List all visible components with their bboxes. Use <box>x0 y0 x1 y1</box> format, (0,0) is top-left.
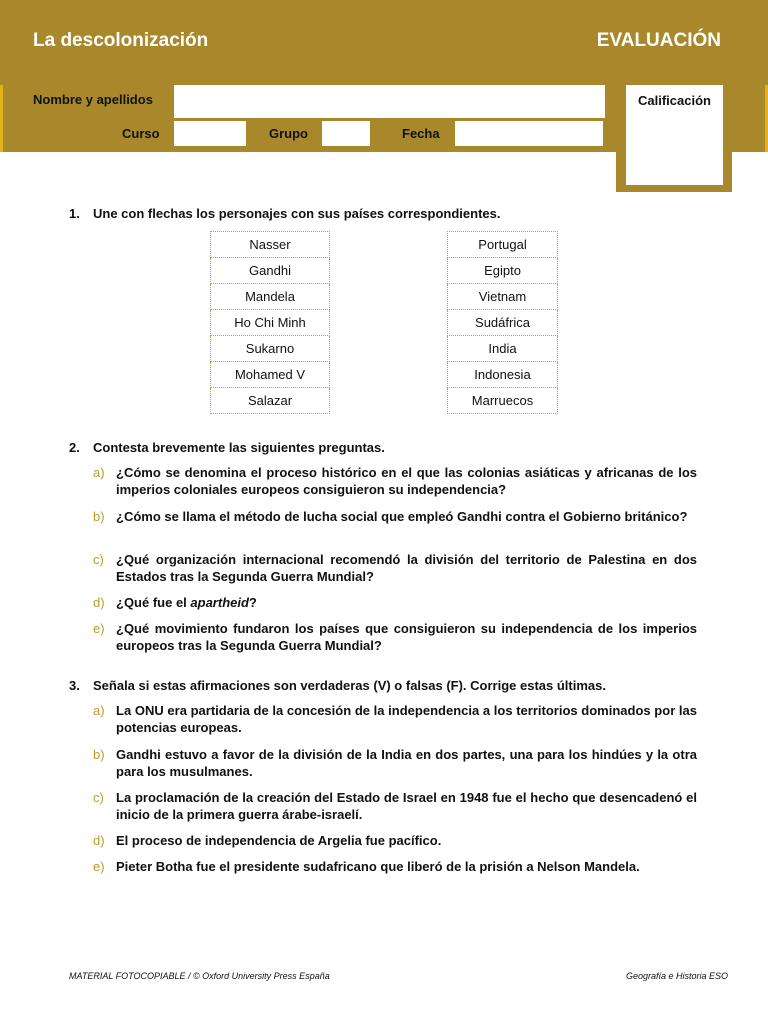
page-title: La descolonización <box>33 30 209 51</box>
q3-item-d <box>93 832 697 849</box>
q3-item-b <box>93 746 697 780</box>
item-text: ¿Cómo se denomina el proceso histórico en el que las colonias asiáticas y africanas de los imperios coloniales europeos consiguieron su independencia? <box>116 465 697 497</box>
group-label: Grupo <box>269 126 308 141</box>
name-field[interactable] <box>174 85 605 118</box>
footer-copyright: MATERIAL FOTOCOPIABLE / © Oxford University Press España <box>69 971 330 981</box>
q2-item-a <box>93 464 697 498</box>
person-cell: Gandhi <box>211 258 330 284</box>
q2-item-c <box>93 551 697 585</box>
item-text: ¿Qué organización internacional recomendó la división del territorio de Palestina en dos Estados tras la Segunda Guerra Mundial? <box>116 552 697 584</box>
question-text: Señala si estas afirmaciones son verdaderas (V) o falsas (F). Corrige estas últimas. <box>93 678 606 693</box>
item-letter: b) <box>93 509 105 524</box>
item-letter: e) <box>93 621 105 636</box>
item-text: Pieter Botha fue el presidente sudafricano que liberó de la prisión a Nelson Mandela. <box>116 859 640 874</box>
person-cell: Sukarno <box>211 336 330 362</box>
country-cell: Egipto <box>448 258 558 284</box>
q3-item-c <box>93 789 697 823</box>
item-letter: b) <box>93 747 105 762</box>
item-text: ¿Qué movimiento fundaron los países que consiguieron su independencia de los imperios europeos tras la Segunda Guerra Mundial? <box>116 621 697 653</box>
question-text: Contesta brevemente las siguientes preguntas. <box>93 440 385 455</box>
section-label: EVALUACIÓN <box>596 30 721 51</box>
question-number: 1. <box>69 206 80 221</box>
item-letter: e) <box>93 859 105 874</box>
item-letter: a) <box>93 703 105 718</box>
item-letter: a) <box>93 465 105 480</box>
person-cell: Ho Chi Minh <box>211 310 330 336</box>
person-cell: Salazar <box>211 388 330 414</box>
q3-item-a <box>93 702 697 736</box>
item-text: La proclamación de la creación del Estado de Israel en 1948 fue el hecho que desencadenó el inicio de la primera guerra árabe-israelí. <box>116 790 697 822</box>
person-cell: Nasser <box>211 232 330 258</box>
q2-item-b <box>93 508 697 525</box>
q2-item-e <box>93 620 697 654</box>
country-cell: Vietnam <box>448 284 558 310</box>
item-letter: c) <box>93 552 104 567</box>
date-field[interactable] <box>455 121 603 146</box>
question-number: 2. <box>69 440 80 455</box>
date-label: Fecha <box>402 126 440 141</box>
item-text <box>116 594 697 611</box>
country-cell: India <box>448 336 558 362</box>
item-text: La ONU era partidaria de la concesión de la independencia a los territorios dominados por las potencias europeas. <box>116 703 697 735</box>
country-cell: Marruecos <box>448 388 558 414</box>
name-label: Nombre y apellidos <box>33 92 153 107</box>
course-label: Curso <box>122 126 160 141</box>
people-table <box>210 231 330 414</box>
item-text: El proceso de independencia de Argelia fue pacífico. <box>116 833 442 848</box>
item-letter: d) <box>93 595 105 610</box>
q3-item-e <box>93 858 697 875</box>
item-text-post: ? <box>248 595 257 610</box>
course-field[interactable] <box>174 121 246 146</box>
item-letter: d) <box>93 833 105 848</box>
footer-subject: Geografía e Historia ESO <box>625 971 728 981</box>
item-text-pre: ¿Qué fue el <box>116 595 191 610</box>
item-text: ¿Cómo se llama el método de lucha social que empleó Gandhi contra el Gobierno británico? <box>116 509 688 524</box>
item-letter: c) <box>93 790 104 805</box>
country-cell: Indonesia <box>448 362 558 388</box>
q2-item-d <box>93 594 697 611</box>
question-text: Une con flechas los personajes con sus países correspondientes. <box>93 206 501 221</box>
country-cell: Portugal <box>448 232 558 258</box>
countries-table <box>447 231 558 414</box>
country-cell: Sudáfrica <box>448 310 558 336</box>
item-text-emphasis: apartheid <box>190 595 249 610</box>
group-field[interactable] <box>322 121 370 146</box>
person-cell: Mandela <box>211 284 330 310</box>
question-number: 3. <box>69 678 80 693</box>
item-text: Gandhi estuvo a favor de la división de la India en dos partes, una para los hindúes y la otra para los musulmanes. <box>116 747 697 779</box>
person-cell: Mohamed V <box>211 362 330 388</box>
grade-label: Calificación <box>638 93 711 108</box>
